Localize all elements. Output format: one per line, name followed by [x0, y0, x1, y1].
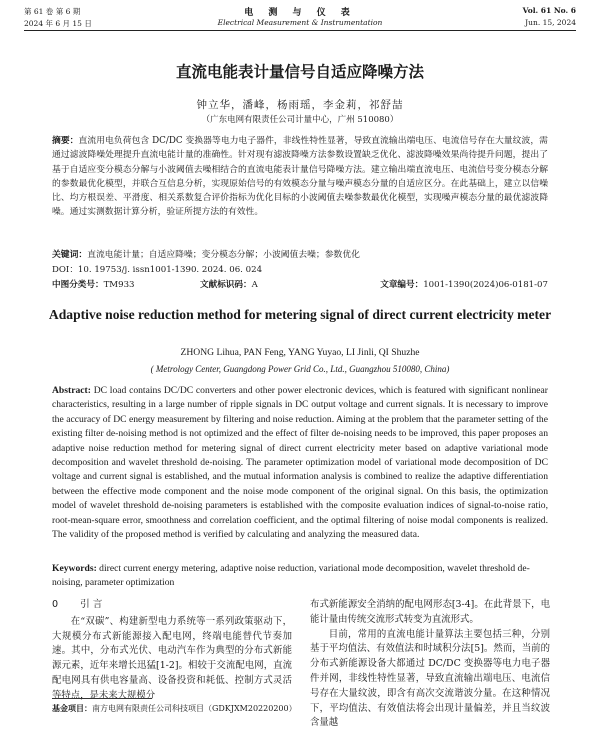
section-number: 0: [52, 599, 59, 610]
abstract-cn-text: 直流用电负荷包含 DC/DC 变换器等电力电子器件，非线性特性显著，导致直流输出端电压、电流信号存在大量纹波，需通过滤波降噪处理提升直流电能计量的准确性。针对现有滤波降噪方法参数设置缺乏优化、滤波降噪效果尚待提升问题，提出了基于自适应变分模态分解与小波阈值去噪相结合的直流电能表计量信号降噪方法。建立输出端直流电压、电流信号变分模态分解的参数最优化模型，并联合互信息分析，实现原始信号的有效模态分量与噪声模态分量的自适应区分。在此基础上，建立以信噪比、均方根误差、平滑度、相关系数复合评价指标为优化目标的小波阈值去噪参数最优化模型，实现噪声模态分量的最优滤波降噪。通过实测数据计算分析，验证所提方法的有效性。: [52, 136, 548, 218]
title-cn: 直流电能表计量信号自适应降噪方法: [175, 63, 424, 81]
title-en: Adaptive noise reduction method for metering signal of direct current electricity meter: [48, 307, 552, 322]
volume-issue-en: Vol. 61 No. 6: [522, 6, 576, 15]
keywords-cn-text: 直流电能计量；自适应降噪；变分模态分解；小波阈值去噪；参数优化: [87, 250, 360, 260]
footnote-label: 基金项目：: [52, 704, 92, 713]
keywords-en: [52, 562, 548, 591]
abstract-en-label: Abstract:: [52, 385, 91, 396]
journal-name-cn: 电 测 与 仪 表: [244, 8, 356, 18]
keywords-cn: [52, 248, 548, 262]
doc-label: 文献标识码：: [200, 280, 252, 290]
keywords-en-text: direct current energy metering, adaptive noise reduction, variational mode decomposition, wavelet threshold de-noising, parameter optimization: [52, 563, 530, 589]
date-cn: 2024 年 6 月 15 日: [24, 19, 92, 28]
article-number: [380, 278, 548, 290]
header-rule: [24, 30, 576, 31]
document-code: [200, 278, 258, 290]
clc-label: 中图分类号：: [52, 280, 104, 290]
article-value: 1001-1390(2024)06-0181-07: [423, 280, 548, 290]
authors-en: ZHONG Lihua, PAN Feng, YANG Yuyao, LI Jinli, QI Shuzhe: [180, 347, 420, 358]
affiliation-cn: （广东电网有限责任公司计量中心，广州 510080）: [201, 115, 399, 125]
abstract-cn: [52, 134, 548, 220]
abstract-cn-label: 摘要：: [52, 136, 79, 146]
body-paragraph: 在“双碳”、构建新型电力系统等一系列政策驱动下，大规模分布式新能源接入配电网，终端电能替代节奏加速。其中，分布式光伏、电动汽车作为典型的分布式新能源元素，近年来增长迅猛[1-2]。相较于交流配电网，直流配电网具有供电容量高、设备投资和耗低、控制方式灵活等特点，是未来大规模分: [52, 615, 292, 701]
clc-value: TM933: [103, 280, 135, 290]
body-column-right: [310, 598, 550, 731]
doi: DOI：10. 19753/j. issn1001-1390. 2024. 06. 024: [52, 265, 263, 275]
abstract-en: [52, 384, 548, 542]
authors-cn: 钟立华，潘峰，杨雨瑶，李金莉，祁舒喆: [196, 99, 404, 111]
funding-footnote: [52, 702, 302, 715]
article-label: 文章编号：: [380, 280, 424, 290]
keywords-cn-label: 关键词：: [52, 250, 88, 260]
running-header: [24, 4, 576, 30]
journal-name-en: Electrical Measurement & Instrumentation: [217, 18, 383, 27]
body-column-left: [52, 598, 292, 704]
affiliation-en: ( Metrology Center, Guangdong Power Grid Co., Ltd., Guangzhou 510080, China): [150, 364, 450, 374]
abstract-en-text: DC load contains DC/DC converters and other power electronic devices, which is featured with significant nonlinear characteristics, resulting in a large number of ripple signals in DC output voltage and current signals. It is necessary to improve the accuracy of DC energy measurement by filtering and noise reduction. Aiming at the problem that the parameter setting of the existing filter de-noising method is not optimized and the effect of filter de-noising needs to be improved, this paper proposes an adaptive noise reduction method for metering signal of direct current electricity meter based on adaptive variational mode decomposition and wavelet threshold de-noising. The parameter optimization model of variational mode decomposition of DC voltage and current signal is established, and the mutual information analysis is combined to realize the adaptive differentiation between the effective mode component and the noise mode component of the original signal. On this basis, the optimization model of wavelet threshold de-noising parameters is established with the composite evaluation indices of signal-to-noise ratio, root-mean-square error, smoothness and correlation coefficient, and the optimal filtering of noise modal components is realized. The validity of the proposed method is verified by calculating and analyzing the measured data.: [52, 385, 548, 541]
footnote-text: 南方电网有限责任公司科技项目（GDKJXM20220200）: [92, 704, 297, 713]
keywords-en-label: Keywords:: [52, 563, 97, 574]
volume-issue-cn: 第 61 卷 第 6 期: [24, 7, 81, 16]
date-en: Jun. 15, 2024: [525, 18, 576, 27]
footnote-rule: [52, 698, 152, 699]
body-paragraph: 目前，常用的直流电能计量算法主要包括三种，分别基于平均值法、有效值法和时域积分法[5]。然而，当前的分布式新能源设备大都通过 DC/DC 变换器等电力电子器件并网，非线性特性显著，导致直流输出端电压、电流信号存在大量纹波，即含有高次交流谐波分量。在这种情况下，平均值法、有效值法将会出现计量偏差，并且当纹波含量越: [310, 628, 550, 729]
classification-line: [52, 278, 548, 292]
section-heading: [52, 598, 292, 613]
doc-value: A: [251, 280, 258, 290]
clc-number: [52, 278, 135, 290]
section-title: 引 言: [80, 599, 103, 610]
body-paragraph: 布式新能源安全消纳的配电网形态[3-4]。在此背景下，电能计量由传统交流形式转变为直流形式。: [310, 599, 550, 625]
